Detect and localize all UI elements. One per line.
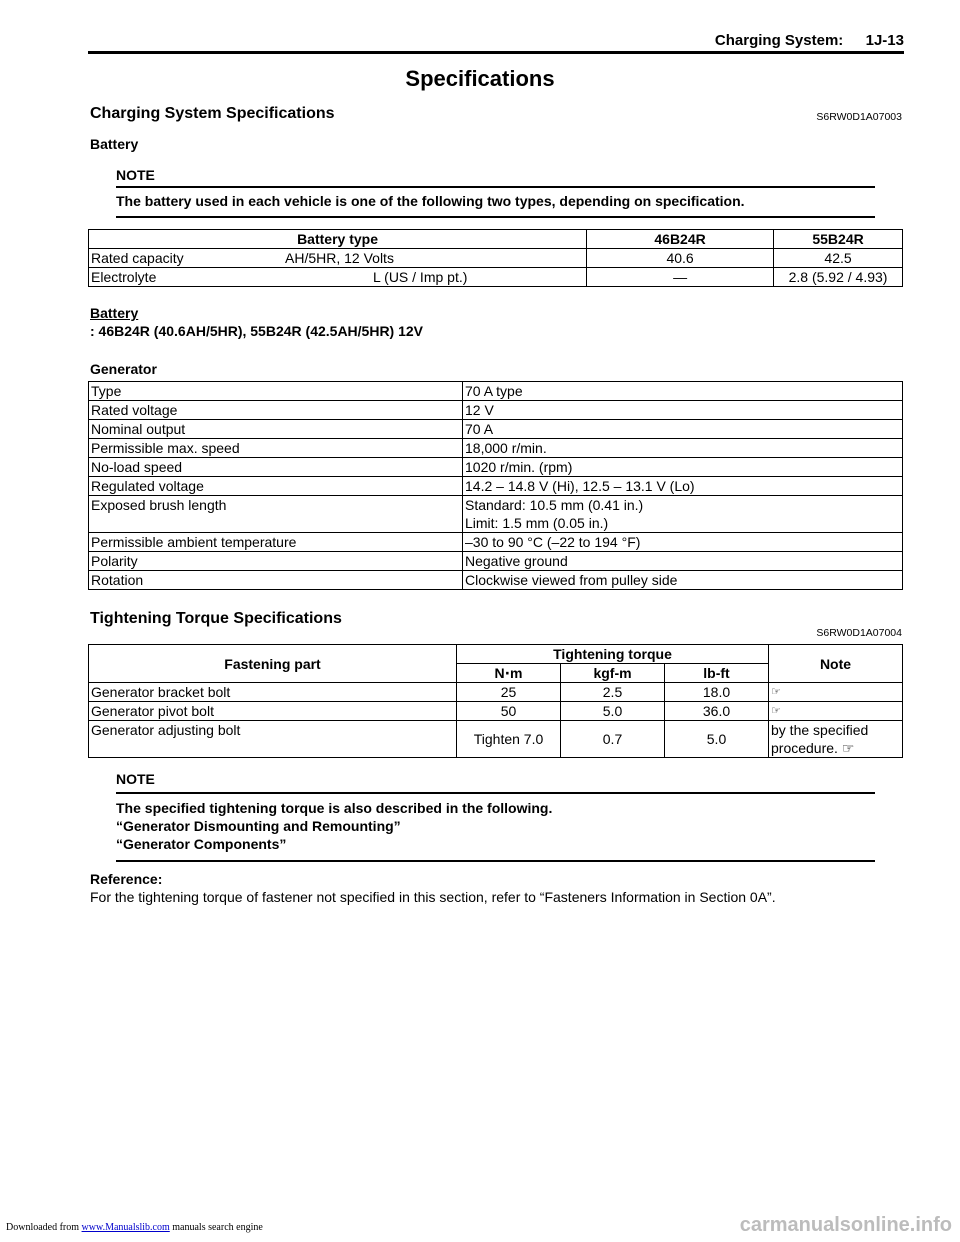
generator-max-speed-value: 18,000 r/min. <box>463 439 903 458</box>
page-title: Specifications <box>405 66 555 91</box>
header-rule <box>88 51 904 54</box>
table-row <box>89 571 903 590</box>
generator-rated-voltage-label: Rated voltage <box>89 401 463 420</box>
battery-table-header-55b24r: 55B24R <box>774 230 903 249</box>
generator-rotation-label: Rotation <box>89 571 463 590</box>
torque-bracket-bolt-kgfm: 2.5 <box>561 683 665 702</box>
note-label-2: NOTE <box>116 771 155 787</box>
battery-label: Battery <box>90 136 139 152</box>
torque-pivot-bolt-kgfm: 5.0 <box>561 702 665 721</box>
torque-pivot-bolt-part: Generator pivot bolt <box>89 702 457 721</box>
battery-spec-text: : 46B24R (40.6AH/5HR), 55B24R (42.5AH/5HR) 12V <box>90 323 424 339</box>
download-footer <box>6 1222 263 1233</box>
generator-type-label: Type <box>89 382 463 401</box>
torque-adjusting-bolt-note-line1: by the specified <box>771 722 869 738</box>
torque-bracket-bolt-nm: 25 <box>457 683 561 702</box>
header-page-number: 1J-13 <box>865 32 904 49</box>
manualslib-link[interactable]: www.Manualslib.com <box>81 1222 170 1233</box>
torque-header-kgfm: kgf-m <box>561 664 665 683</box>
table-row <box>89 533 903 552</box>
battery-spec-label: Battery <box>90 305 139 321</box>
generator-regulated-voltage-value: 14.2 – 14.8 V (Hi), 12.5 – 13.1 V (Lo) <box>463 477 903 496</box>
table-row <box>89 420 903 439</box>
table-row <box>89 702 903 721</box>
torque-adjusting-bolt-lbft: 5.0 <box>665 721 769 758</box>
header-title: Charging System: <box>714 32 844 49</box>
battery-electrolyte-46b24r: — <box>587 268 774 287</box>
note-text-2 <box>116 799 552 853</box>
page-header <box>715 32 904 49</box>
footer-prefix: Downloaded from <box>6 1222 82 1233</box>
battery-rated-capacity-unit: AH/5HR, 12 Volts <box>283 249 587 268</box>
table-row <box>89 645 903 664</box>
table-row <box>89 439 903 458</box>
pointing-hand-icon: ☞ <box>769 683 903 702</box>
battery-rated-capacity-55b24r: 42.5 <box>774 249 903 268</box>
battery-rated-capacity-46b24r: 40.6 <box>587 249 774 268</box>
table-row <box>89 268 903 287</box>
note-text-1: The battery used in each vehicle is one of the following two types, depending on specification. <box>116 193 745 209</box>
table-row <box>89 249 903 268</box>
watermark: carmanualsonline.info <box>739 1214 952 1236</box>
note-rule-top-2 <box>116 792 875 794</box>
generator-no-load-speed-label: No-load speed <box>89 458 463 477</box>
table-row <box>89 230 903 249</box>
torque-bracket-bolt-part: Generator bracket bolt <box>89 683 457 702</box>
table-row <box>89 477 903 496</box>
reference-label: Reference: <box>90 871 163 887</box>
generator-no-load-speed-value: 1020 r/min. (rpm) <box>463 458 903 477</box>
battery-table-header-46b24r: 46B24R <box>587 230 774 249</box>
torque-bracket-bolt-lbft: 18.0 <box>665 683 769 702</box>
table-row <box>89 382 903 401</box>
battery-electrolyte-55b24r: 2.8 (5.92 / 4.93) <box>774 268 903 287</box>
battery-table <box>88 229 903 287</box>
torque-header-nm: N⋅m <box>457 664 561 683</box>
generator-brush-length-label: Exposed brush length <box>89 496 463 533</box>
torque-header-fastening-part: Fastening part <box>89 645 457 683</box>
section-heading-torque: Tightening Torque Specifications <box>90 610 342 627</box>
torque-pivot-bolt-lbft: 36.0 <box>665 702 769 721</box>
table-row <box>89 496 903 533</box>
section-code-torque: S6RW0D1A07004 <box>816 627 902 639</box>
table-row <box>89 401 903 420</box>
torque-adjusting-bolt-note <box>769 721 903 758</box>
generator-regulated-voltage-label: Regulated voltage <box>89 477 463 496</box>
table-row <box>89 552 903 571</box>
generator-nominal-output-label: Nominal output <box>89 420 463 439</box>
note-rule-bottom-1 <box>116 216 875 218</box>
note-line: “Generator Dismounting and Remounting” <box>116 818 401 834</box>
generator-brush-length-value <box>463 496 903 533</box>
generator-type-value: 70 A type <box>463 382 903 401</box>
note-label-1: NOTE <box>116 167 155 183</box>
table-row <box>89 683 903 702</box>
torque-adjusting-bolt-kgfm: 0.7 <box>561 721 665 758</box>
generator-ambient-temp-label: Permissible ambient temperature <box>89 533 463 552</box>
table-row <box>89 458 903 477</box>
battery-electrolyte-unit: L (US / Imp pt.) <box>283 268 587 287</box>
note-line: “Generator Components” <box>116 836 287 852</box>
torque-header-lbft: lb-ft <box>665 664 769 683</box>
generator-ambient-temp-value: –30 to 90 °C (–22 to 194 °F) <box>463 533 903 552</box>
generator-label: Generator <box>90 361 157 377</box>
footer-suffix: manuals search engine <box>169 1222 263 1233</box>
battery-electrolyte-label: Electrolyte <box>89 268 284 287</box>
generator-polarity-value: Negative ground <box>463 552 903 571</box>
generator-brush-length-standard: Standard: 10.5 mm (0.41 in.) <box>465 497 644 513</box>
section-heading-charging: Charging System Specifications <box>90 105 335 122</box>
note-line: The specified tightening torque is also described in the following. <box>116 800 553 816</box>
generator-polarity-label: Polarity <box>89 552 463 571</box>
table-row <box>89 721 903 758</box>
torque-table <box>88 644 903 758</box>
torque-adjusting-bolt-nm: Tighten 7.0 <box>457 721 561 758</box>
section-code-charging: S6RW0D1A07003 <box>816 111 902 123</box>
generator-brush-length-limit: Limit: 1.5 mm (0.05 in.) <box>465 515 609 531</box>
generator-rotation-value: Clockwise viewed from pulley side <box>463 571 903 590</box>
battery-table-header-type: Battery type <box>89 230 587 249</box>
battery-rated-capacity-label: Rated capacity <box>89 249 284 268</box>
pointing-hand-icon: ☞ <box>769 702 903 721</box>
generator-rated-voltage-value: 12 V <box>463 401 903 420</box>
generator-max-speed-label: Permissible max. speed <box>89 439 463 458</box>
torque-adjusting-bolt-part: Generator adjusting bolt <box>89 721 457 758</box>
generator-nominal-output-value: 70 A <box>463 420 903 439</box>
reference-text: For the tightening torque of fastener not specified in this section, refer to “Fasteners Information in Section 0A”. <box>90 889 776 905</box>
torque-header-tightening-torque: Tightening torque <box>457 645 769 664</box>
torque-adjusting-bolt-note-line2: procedure. ☞ <box>771 740 855 756</box>
note-rule-top-1 <box>116 186 875 188</box>
note-rule-bottom-2 <box>116 860 875 862</box>
generator-table <box>88 381 903 590</box>
torque-pivot-bolt-nm: 50 <box>457 702 561 721</box>
torque-header-note: Note <box>769 645 903 683</box>
